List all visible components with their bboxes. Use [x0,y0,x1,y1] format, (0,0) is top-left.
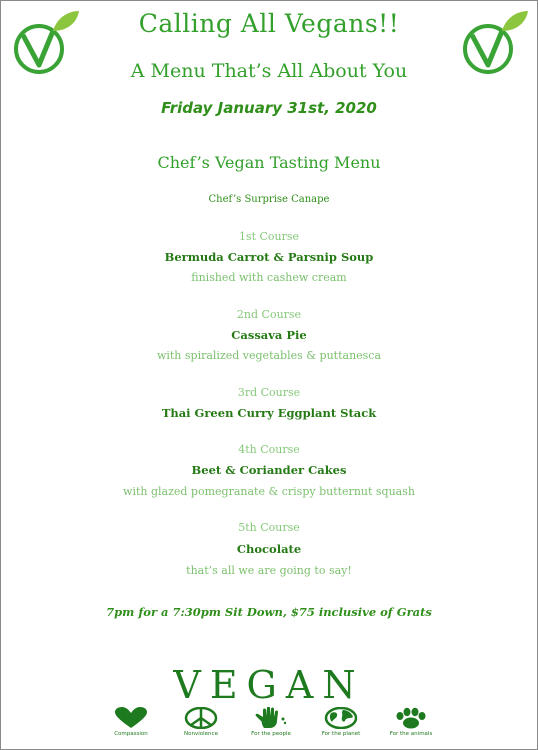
icon-label: For the planet [321,731,361,737]
icon-label: Nonviolence [184,731,218,737]
event-date: Friday January 31st, 2020 [161,99,377,117]
course-description: with spiralized vegetables & puttanesca [156,349,382,362]
course-dish: Chocolate [236,542,302,556]
icon-label: Compassion [114,731,148,737]
course-label: 2nd Course [236,308,302,321]
icon-label: For the animals [389,731,433,737]
course-label: 4th Course [238,443,300,456]
vegan-icon-row [101,707,441,747]
people-item [241,707,301,737]
animals-item [381,707,441,737]
hand-icon [254,707,288,729]
nonviolence-item [171,707,231,737]
menu-title: Chef’s Vegan Tasting Menu [157,153,381,172]
event-details: 7pm for a 7:30pm Sit Down, $75 inclusive of Grats [106,605,432,619]
course-dish: Bermuda Carrot & Parsnip Soup [164,250,374,264]
course-description: that’s all we are going to say! [186,564,352,577]
page-title: Calling All Vegans!! [138,9,400,38]
course-dish: Beet & Coriander Cakes [191,463,347,477]
canape-item: Chef’s Surprise Canape [208,194,330,205]
course-label: 1st Course [238,230,300,243]
course-dish: Cassava Pie [231,328,307,342]
icon-label: For the people [251,731,291,737]
heart-icon [114,707,148,729]
course-dish: Thai Green Curry Eggplant Stack [161,406,377,420]
compassion-item [101,707,161,737]
course-label: 3rd Course [237,386,301,399]
globe-icon [324,707,358,729]
course-description: with glazed pomegranate & crispy butternut squash [123,485,415,498]
page-subtitle: A Menu That’s All About You [130,60,408,82]
course-description: finished with cashew cream [191,271,347,284]
course-label: 5th Course [238,521,300,534]
peace-icon [184,707,218,729]
paw-icon [394,707,428,729]
vegan-banner-word: VEGAN [173,663,365,707]
planet-item [311,707,371,737]
